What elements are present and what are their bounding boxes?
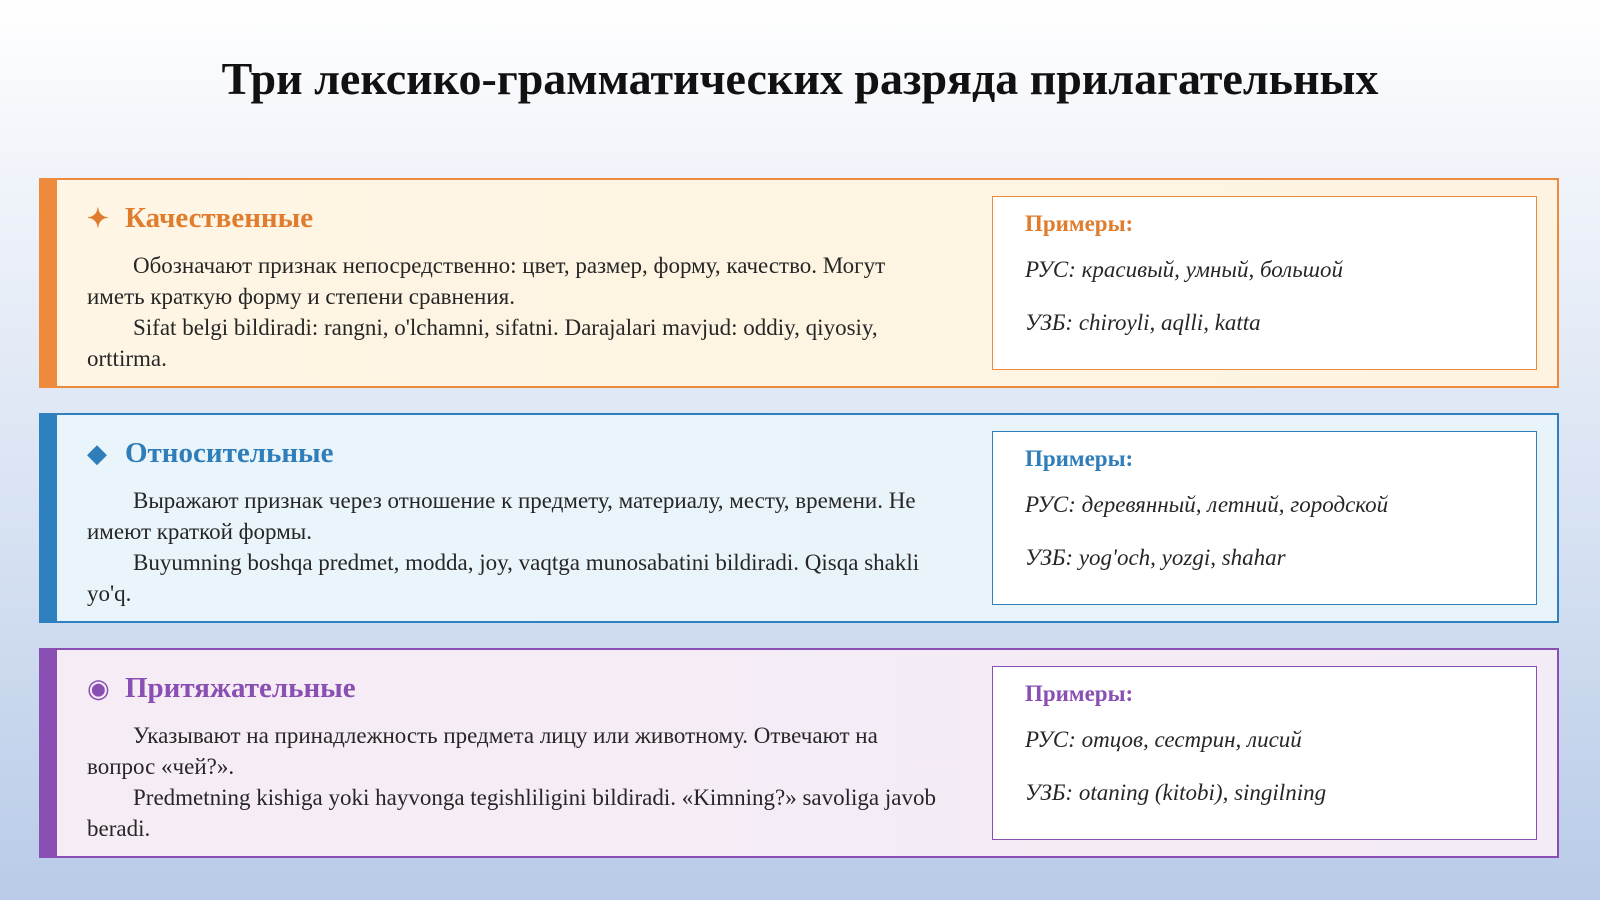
example-ru: РУС: деревянный, летний, городской [1025, 492, 1389, 517]
category-description [87, 485, 947, 609]
description-ru: Указывают на принадлежность предмета лицу или животному. Отвечают на вопрос «чей?». [87, 723, 878, 779]
category-title: Качественные [125, 202, 314, 234]
examples-label: Примеры: [1025, 681, 1134, 706]
description-uz: Sifat belgi bildiradi: rangni, o'lchamni, sifatni. Darajalari mavjud: oddiy, qiyosiy, orttirma. [87, 315, 878, 371]
page-title: Три лексико-грамматических разряда прилагательных [221, 53, 1379, 104]
circle-dot-icon: ◉ [87, 673, 110, 703]
category-title: Притяжательные [125, 672, 356, 704]
star-icon: ✦ [87, 203, 109, 233]
category-description [87, 250, 947, 374]
examples-box [992, 196, 1537, 370]
examples-label: Примеры: [1025, 211, 1134, 236]
category-title: Относительные [125, 437, 334, 469]
examples-box [992, 431, 1537, 605]
description-uz: Buyumning boshqa predmet, modda, joy, vaqtga munosabatini bildiradi. Qisqa shakli yo'q. [87, 550, 920, 606]
diamond-icon: ◆ [87, 438, 107, 468]
description-uz: Predmetning kishiga yoki hayvonga tegishliligini bildiradi. «Kimning?» savoliga javob beradi. [87, 785, 936, 841]
example-ru: РУС: красивый, умный, большой [1025, 257, 1344, 282]
category-heading [87, 202, 313, 235]
example-uz: УЗБ: yog'och, yozgi, shahar [1025, 545, 1286, 570]
example-ru: РУС: отцов, сестрин, лисий [1025, 727, 1302, 752]
examples-label: Примеры: [1025, 446, 1134, 471]
category-heading [87, 672, 356, 705]
category-card-possessive [39, 648, 1559, 858]
examples-box [992, 666, 1537, 840]
description-ru: Выражают признак через отношение к предмету, материалу, месту, времени. Не имеют краткой формы. [87, 488, 916, 544]
category-card-qualitative [39, 178, 1559, 388]
description-ru: Обозначают признак непосредственно: цвет, размер, форму, качество. Могут иметь краткую форму и степени сравнения. [87, 253, 886, 309]
example-uz: УЗБ: chiroyli, aqlli, katta [1025, 310, 1261, 335]
category-description [87, 720, 947, 844]
category-heading [87, 437, 334, 470]
category-card-relative [39, 413, 1559, 623]
example-uz: УЗБ: otaning (kitobi), singilning [1025, 780, 1327, 805]
